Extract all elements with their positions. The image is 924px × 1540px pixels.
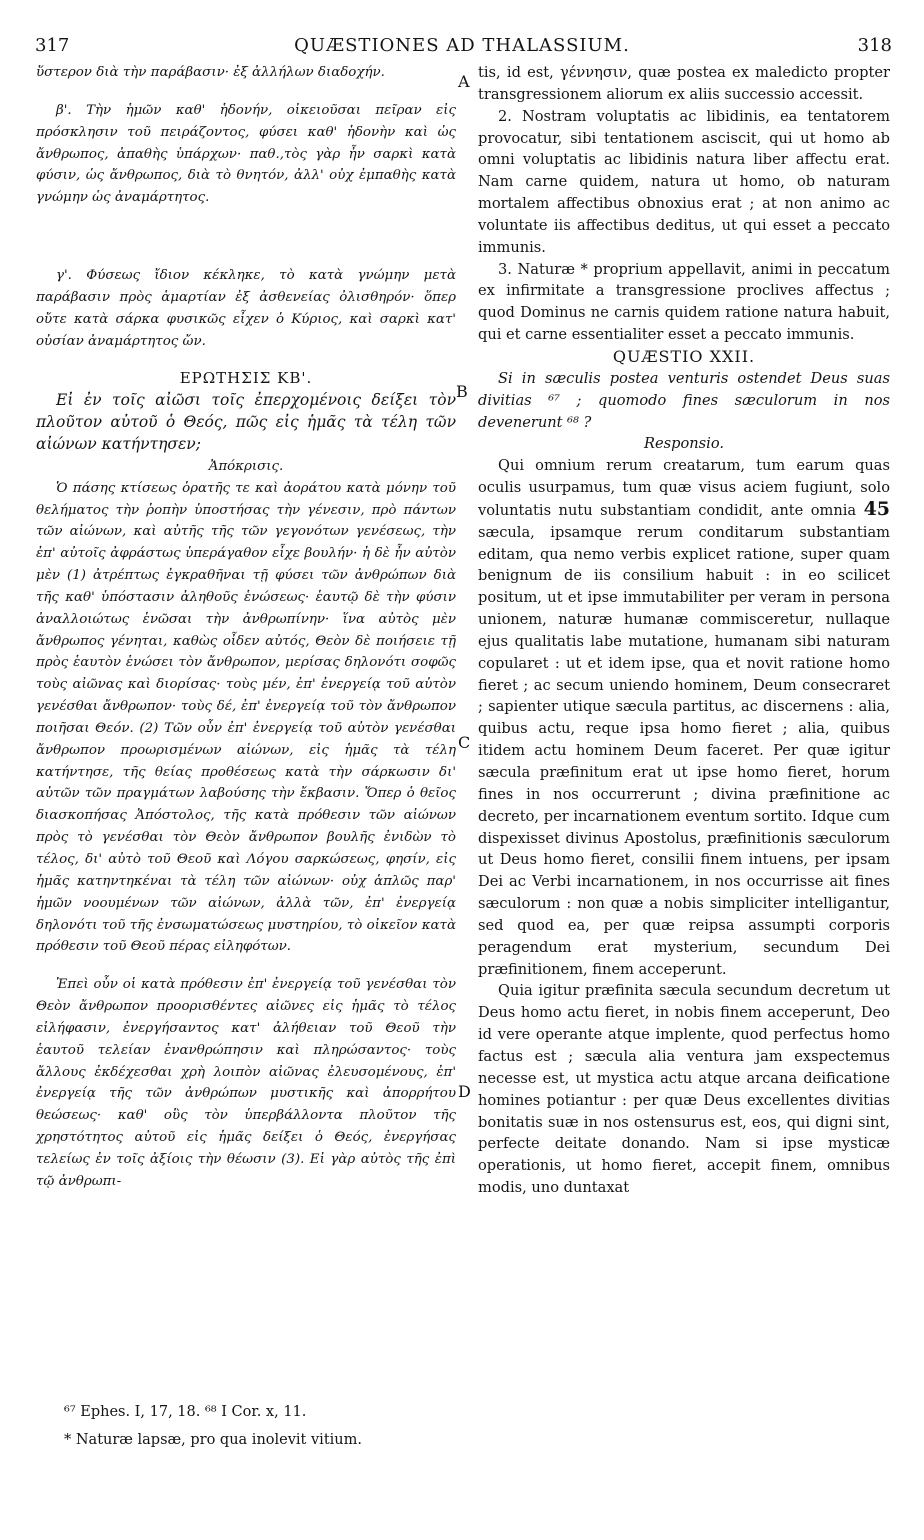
greek-paragraph-5: Ἐπεὶ οὖν οἱ κατὰ πρόθεσιν ἐπ' ἐνεργείᾳ τοῦ γενέσθαι τὸν Θεὸν ἄνθρωπον προορισθέντες αἰῶνες εἰς ἡμᾶς τὸ τέλος εἰλήφασιν, ἐνεργήσαντος κατ' ἀλήθειαν τοῦ Θεοῦ τὴν ἑαυτοῦ τελείαν ἐνανθρώπησιν καὶ πληρώσαντος· τοὺς ἄλλους ἐκδέχεσθαι χρὴ λοιπὸν αἰῶνας ἐλευσομένους, ἐπ' ἐνεργείᾳ τῆς τῶν ἀνθρώπων μυστικῆς καὶ ἀπορρήτου θεώσεως· καθ' οὓς τὸν ὑπερβάλλοντα πλοῦτον τῆς χρηστότητος αὐτοῦ εἰς ἡμᾶς δείξει ὁ Θεός, ἐνεργήσας τελείως ἐν τοῖς ἀξίοις τὴν θέωσιν (3). Εἰ γὰρ αὐτὸς τῆς ἐπὶ τῷ ἀνθρωπι- xyxy=(36,977,456,1189)
column-number: 45 xyxy=(863,497,891,520)
greek-question: Εἰ ἐν τοῖς αἰῶσι τοῖς ἐπερχομένοις δείξει τὸν πλοῦτον αὐτοῦ ὁ Θεός, πῶς εἰς ἡμᾶς τὰ τέλη τῶν αἰώνων κατήντησεν; xyxy=(36,391,456,453)
running-title: QUÆSTIONES AD THALASSIUM. xyxy=(294,35,630,56)
greek-response-heading: Ἀπόκρισις. xyxy=(208,458,284,474)
latin-note-2: 2. Nostram voluptatis ac libidinis, ea tentatorem provocatur, sibi tentationem asciscit, qui ut homo ab omni voluptatis ac libidinis natura liber affectu erat. Nam carne quidem, natura ut homo, ob naturam mortalem affectibus obnoxius erat ; at non animo ac voluntate iis affectibus deditus, ut qui esset a peccato immunis. xyxy=(478,107,890,256)
greek-paragraph-1: ὕστερον διὰ τὴν παράβασιν· ἐξ ἀλλήλων διαδοχήν. xyxy=(36,65,385,80)
greek-note-2: β'. Τὴν ἡμῶν καθ' ἡδονήν, οἰκειοῦσαι πεῖραν εἰς πρόσκλησιν τοῦ πειράζοντος, φύσει καθ' ἡδονὴν καὶ ὡς ἄνθρωπος, ἀπαθὴς ὑπάρχων· παθ.,τὸς γὰρ ἦν σαρκὶ κατὰ φύσιν, ὡς ἄνθρωπος, διὰ τὸ θνητόν, ἀλλ' οὐχ ἐμπαθὴς κατὰ γνώμην ὡς ἀναμάρτητος. xyxy=(36,102,456,206)
margin-letter-b: B xyxy=(456,382,468,401)
latin-question-heading: QUÆSTIO XXII. xyxy=(612,346,756,366)
latin-paragraph-4-rest: sæcula, ipsamque rerum conditarum substantiam editam, qua nemo verbis explicet ratione, super quam benignum de iis consilium habuit : in eo scilicet positum, ut et ipse immutabiliter per veram in persona unionem, naturæ humanæ commisceretur, nullaque ejus qualitatis labe mutatione, humanam sibi naturam copularet : ut et idem ipse, qua et novit ratione homo fieret ; ac secum uniendo hominem, Deum consecraret ; sapienter utique sæcula partitus, ac discernens : alia, quibus actu, reque ipsa homo fieret ; alia, quibus itidem actu hominem Deum faceret. Per quæ igitur sæcula præfinitum erat ut ipse homo fieret, horum fines in nos occurrerunt ; divina præfinitione ac decreto, per incarnationem eventum sortito. Idque cum dispexisset divinus Apostolus, præfinitionis sæculorum ut Deus homo fieret, consilii finem intuens, per ipsam Dei ac Verbi incarnationem, in nos occurrisse ait fines sæculorum : non quæ a nobis simpliciter intelligantur, sed quod ea, per quæ reipsa assumpti corporis peragendum erat mysterium, secundum Dei præfinitionem, finem acceperunt. xyxy=(478,523,890,978)
latin-paragraph-1: tis, id est, γέννησιν, quæ postea ex maledicto propter transgressionem aliorum ex aliis successio accessit. xyxy=(478,64,890,103)
latin-note-3: 3. Naturæ * proprium appellavit, animi in peccatum ex infirmitate a transgressione proclives affectus ; quod Dominus ne carnis quidem ratione natura habuit, qui et carne essentialiter esset a peccato immunis. xyxy=(478,260,890,344)
latin-question: Si in sæculis postea venturis ostendet Deus suas divitias ⁶⁷ ; quomodo fines sæculorum in nos devenerunt ⁶⁸ ? xyxy=(478,369,890,431)
greek-question-heading: ΕΡΩΤΗΣΙΣ ΚΒ'. xyxy=(179,369,313,388)
latin-column xyxy=(478,62,890,1199)
footnotes xyxy=(64,1398,464,1454)
latin-paragraph-4 xyxy=(478,455,890,980)
margin-letter-a: A xyxy=(458,72,470,91)
greek-column xyxy=(36,62,456,1193)
greek-note-3: γ'. Φύσεως ἴδιον κέκληκε, τὸ κατὰ γνώμην μετὰ παράβασιν πρὸς ἁμαρτίαν ἐξ ἀσθενείας ὀλισθηρόν· ὅπερ οὔτε κατὰ σάρκα φυσικῶς εἶχεν ὁ Κύριος, καὶ σαρκὶ κατ' οὐσίαν ἀναμάρτητος ὤν. xyxy=(36,268,456,349)
latin-paragraph-5: Quia igitur præfinita sæcula secundum decretum ut Deus homo actu fieret, in nobis finem acceperunt, Deo id vere operante atque implente, quod perfectus homo factus est ; sæcula alia ventura jam exspectemus necesse est, ut mystica actu atque arcana deificatione homines potiantur : per quæ Deus excellentes divitias bonitatis suæ in nos ostensurus est, eos, qui digni sint, perfecte deitate donando. Nam si ipse mysticæ operationis, ut homo fieret, accepit finem, omnibus modis, uno duntaxat xyxy=(478,982,890,1197)
footnote-asterisk: * Naturæ lapsæ, pro qua inolevit vitium. xyxy=(64,1432,362,1448)
latin-paragraph-4-start: Qui omnium rerum creatarum, tum earum quas oculis usurpamus, tum quæ visus aciem fugiunt, solo voluntatis nutu substantiam condidit, ante omnia xyxy=(478,457,890,519)
latin-response-heading: Responsio. xyxy=(644,435,724,453)
margin-letter-c: C xyxy=(458,733,471,752)
page-number-right: 318 xyxy=(857,35,892,56)
page-number-left: 317 xyxy=(35,35,70,56)
footnote-references: ⁶⁷ Ephes. I, 17, 18. ⁶⁸ I Cor. x, 11. xyxy=(64,1404,307,1420)
greek-paragraph-4: Ὁ πάσης κτίσεως ὁρατῆς τε καὶ ἀοράτου κατὰ μόνην τοῦ θελήματος τὴν ῥοπὴν ὑποστήσας τὴν γένεσιν, πρὸ πάντων τῶν αἰώνων, καὶ αὐτῆς τῆς τῶν γεγονότων γενέσεως, τὴν ἐπ' αὐτοῖς ἀφράστως ὑπεράγαθον εἶχε βουλήν· ἡ δὲ ἦν αὐτὸν μὲν (1) ἀτρέπτως ἐγκραθῆναι τῇ φύσει τῶν ἀνθρώπων διὰ τῆς καθ' ὑπόστασιν ἀληθοῦς ἑνώσεως· ἑαυτῷ δὲ τὴν φύσιν ἀναλλοιώτως ἑνῶσαι τὴν ἀνθρωπίνην· ἵνα αὐτὸς μὲν ἄνθρωπος γένηται, καθὼς οἶδεν αὐτός, Θεὸν δὲ ποιήσειε τῇ πρὸς ἑαυτὸν ἑνώσει τὸν ἄνθρωπον, μερίσας δηλονότι σοφῶς τοὺς αἰῶνας καὶ διορίσας· τοὺς μέν, ἐπ' ἐνεργείᾳ τοῦ αὐτὸν γενέσθαι ἄνθρωπον· τοὺς δέ, ἐπ' ἐνεργείᾳ τοῦ τὸν ἄνθρωπον ποιῆσαι Θεόν. (2) Τῶν οὖν ἐπ' ἐνεργείᾳ τοῦ αὐτὸν γενέσθαι ἄνθρωπον προωρισμένων αἰώνων, εἰς ἡμᾶς τὰ τέλη κατήντησε, τῆς θείας προθέσεως κατὰ τὴν σάρκωσιν δι' αὐτῶν τῶν πραγμάτων λαβούσης τὴν ἔκβασιν. Ὅπερ ὁ θεῖος διασκοπήσας Ἀπόστολος, τῆς κατὰ πρόθεσιν τῶν αἰώνων πρὸς τὸ γενέσθαι τὸν Θεὸν ἄνθρωπον βουλῆς ἐνιδὼν τὸ τέλος, δι' αὐτὸ τοῦ Θεοῦ καὶ Λόγου σαρκώσεως, φησίν, εἰς ἡμᾶς κατηντηκέναι τὰ τέλη τῶν αἰώνων· οὐχ ἁπλῶς παρ' ἡμῶν νοουμένων τῶν αἰώνων, ἀλλὰ τῶν, ἐπ' ἐνεργείᾳ δηλονότι τοῦ τῆς ἐνσωματώσεως μυστηρίου, τὸ οἰκεῖον κατὰ πρόθεσιν τοῦ Θεοῦ πέρας εἰληφότων. xyxy=(36,480,456,955)
margin-letter-d: D xyxy=(458,1082,471,1101)
